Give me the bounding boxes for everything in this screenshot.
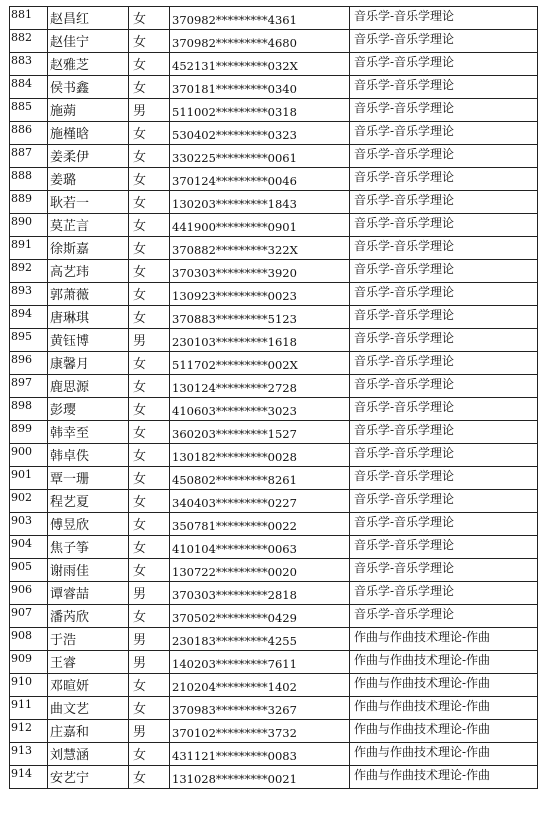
id-number-cell: 130203*********1843	[170, 191, 350, 214]
table-row	[10, 490, 538, 513]
major-cell: 音乐学-音乐学理论	[350, 513, 538, 536]
name-cell: 赵昌红	[48, 7, 129, 30]
major-cell: 作曲与作曲技术理论-作曲	[350, 697, 538, 720]
table-row	[10, 306, 538, 329]
gender-cell: 男	[129, 582, 170, 605]
gender-cell: 男	[129, 329, 170, 352]
major-cell: 音乐学-音乐学理论	[350, 398, 538, 421]
id-number-cell: 210204*********1402	[170, 674, 350, 697]
table-row	[10, 7, 538, 30]
major-cell: 音乐学-音乐学理论	[350, 30, 538, 53]
id-number-cell: 370303*********3920	[170, 260, 350, 283]
row-number-cell: 904	[10, 536, 48, 559]
row-number-cell: 907	[10, 605, 48, 628]
table-row	[10, 697, 538, 720]
major-cell: 音乐学-音乐学理论	[350, 237, 538, 260]
id-number-cell: 511002*********0318	[170, 99, 350, 122]
id-number-cell: 130722*********0020	[170, 559, 350, 582]
table-row	[10, 467, 538, 490]
name-cell: 施蒴	[48, 99, 129, 122]
table-row	[10, 214, 538, 237]
gender-cell: 男	[129, 651, 170, 674]
gender-cell: 男	[129, 720, 170, 743]
major-cell: 音乐学-音乐学理论	[350, 329, 538, 352]
table-row	[10, 375, 538, 398]
row-number-cell: 883	[10, 53, 48, 76]
table-row	[10, 766, 538, 789]
table-row	[10, 352, 538, 375]
id-number-cell: 370982*********4361	[170, 7, 350, 30]
table-row	[10, 76, 538, 99]
row-number-cell: 888	[10, 168, 48, 191]
gender-cell: 女	[129, 490, 170, 513]
major-cell: 音乐学-音乐学理论	[350, 375, 538, 398]
gender-cell: 女	[129, 76, 170, 99]
name-cell: 赵佳宁	[48, 30, 129, 53]
row-number-cell: 893	[10, 283, 48, 306]
id-number-cell: 370102*********3732	[170, 720, 350, 743]
major-cell: 音乐学-音乐学理论	[350, 559, 538, 582]
id-number-cell: 410603*********3023	[170, 398, 350, 421]
table-row	[10, 421, 538, 444]
row-number-cell: 889	[10, 191, 48, 214]
table-row	[10, 444, 538, 467]
major-cell: 作曲与作曲技术理论-作曲	[350, 766, 538, 789]
major-cell: 音乐学-音乐学理论	[350, 283, 538, 306]
table-row	[10, 329, 538, 352]
row-number-cell: 884	[10, 76, 48, 99]
row-number-cell: 896	[10, 352, 48, 375]
major-cell: 音乐学-音乐学理论	[350, 53, 538, 76]
name-cell: 邓暄妍	[48, 674, 129, 697]
gender-cell: 女	[129, 375, 170, 398]
major-cell: 音乐学-音乐学理论	[350, 76, 538, 99]
row-number-cell: 899	[10, 421, 48, 444]
row-number-cell: 908	[10, 628, 48, 651]
table-row	[10, 559, 538, 582]
name-cell: 郭萧薇	[48, 283, 129, 306]
row-number-cell: 909	[10, 651, 48, 674]
row-number-cell: 905	[10, 559, 48, 582]
id-number-cell: 131028*********0021	[170, 766, 350, 789]
id-number-cell: 431121*********0083	[170, 743, 350, 766]
gender-cell: 女	[129, 766, 170, 789]
row-number-cell: 910	[10, 674, 48, 697]
gender-cell: 女	[129, 421, 170, 444]
name-cell: 程艺夏	[48, 490, 129, 513]
name-cell: 庄嘉和	[48, 720, 129, 743]
gender-cell: 男	[129, 628, 170, 651]
major-cell: 音乐学-音乐学理论	[350, 605, 538, 628]
table-row	[10, 398, 538, 421]
gender-cell: 女	[129, 697, 170, 720]
name-cell: 潘芮欣	[48, 605, 129, 628]
major-cell: 音乐学-音乐学理论	[350, 444, 538, 467]
row-number-cell: 897	[10, 375, 48, 398]
row-number-cell: 900	[10, 444, 48, 467]
table-row	[10, 674, 538, 697]
table-row	[10, 720, 538, 743]
id-number-cell: 370982*********4680	[170, 30, 350, 53]
table-row	[10, 743, 538, 766]
row-number-cell: 903	[10, 513, 48, 536]
major-cell: 音乐学-音乐学理论	[350, 168, 538, 191]
name-cell: 唐琳琪	[48, 306, 129, 329]
name-cell: 康馨月	[48, 352, 129, 375]
row-number-cell: 901	[10, 467, 48, 490]
gender-cell: 女	[129, 214, 170, 237]
name-cell: 覃一珊	[48, 467, 129, 490]
name-cell: 韩幸至	[48, 421, 129, 444]
gender-cell: 女	[129, 283, 170, 306]
row-number-cell: 895	[10, 329, 48, 352]
name-cell: 姜璐	[48, 168, 129, 191]
gender-cell: 女	[129, 467, 170, 490]
gender-cell: 女	[129, 398, 170, 421]
row-number-cell: 894	[10, 306, 48, 329]
name-cell: 韩卓佚	[48, 444, 129, 467]
id-number-cell: 140203*********7611	[170, 651, 350, 674]
name-cell: 王睿	[48, 651, 129, 674]
id-number-cell: 130923*********0023	[170, 283, 350, 306]
gender-cell: 女	[129, 674, 170, 697]
gender-cell: 女	[129, 605, 170, 628]
row-number-cell: 892	[10, 260, 48, 283]
major-cell: 作曲与作曲技术理论-作曲	[350, 720, 538, 743]
name-cell: 黄钰博	[48, 329, 129, 352]
id-number-cell: 370502*********0429	[170, 605, 350, 628]
id-number-cell: 370124*********0046	[170, 168, 350, 191]
gender-cell: 女	[129, 145, 170, 168]
id-number-cell: 340403*********0227	[170, 490, 350, 513]
table-row	[10, 628, 538, 651]
gender-cell: 女	[129, 7, 170, 30]
table-row	[10, 145, 538, 168]
major-cell: 音乐学-音乐学理论	[350, 467, 538, 490]
major-cell: 音乐学-音乐学理论	[350, 421, 538, 444]
name-cell: 刘慧涵	[48, 743, 129, 766]
major-cell: 作曲与作曲技术理论-作曲	[350, 743, 538, 766]
gender-cell: 女	[129, 559, 170, 582]
gender-cell: 女	[129, 352, 170, 375]
major-cell: 音乐学-音乐学理论	[350, 99, 538, 122]
id-number-cell: 230103*********1618	[170, 329, 350, 352]
gender-cell: 女	[129, 168, 170, 191]
table-row	[10, 605, 538, 628]
row-number-cell: 881	[10, 7, 48, 30]
major-cell: 音乐学-音乐学理论	[350, 214, 538, 237]
id-number-cell: 450802*********8261	[170, 467, 350, 490]
id-number-cell: 452131*********032X	[170, 53, 350, 76]
row-number-cell: 898	[10, 398, 48, 421]
major-cell: 音乐学-音乐学理论	[350, 536, 538, 559]
table-row	[10, 191, 538, 214]
name-cell: 姜柔伊	[48, 145, 129, 168]
name-cell: 徐斯嘉	[48, 237, 129, 260]
id-number-cell: 360203*********1527	[170, 421, 350, 444]
table-row	[10, 536, 538, 559]
table-row	[10, 651, 538, 674]
name-cell: 于浩	[48, 628, 129, 651]
major-cell: 音乐学-音乐学理论	[350, 145, 538, 168]
name-cell: 安艺宁	[48, 766, 129, 789]
row-number-cell: 906	[10, 582, 48, 605]
major-cell: 音乐学-音乐学理论	[350, 582, 538, 605]
id-number-cell: 370303*********2818	[170, 582, 350, 605]
name-cell: 傅昱欣	[48, 513, 129, 536]
gender-cell: 女	[129, 536, 170, 559]
gender-cell: 女	[129, 30, 170, 53]
major-cell: 音乐学-音乐学理论	[350, 352, 538, 375]
name-cell: 莫芷言	[48, 214, 129, 237]
name-cell: 赵雅芝	[48, 53, 129, 76]
table-row	[10, 513, 538, 536]
id-number-cell: 350781*********0022	[170, 513, 350, 536]
admission-list-table	[9, 6, 538, 789]
id-number-cell: 410104*********0063	[170, 536, 350, 559]
table-row	[10, 99, 538, 122]
gender-cell: 女	[129, 306, 170, 329]
major-cell: 音乐学-音乐学理论	[350, 260, 538, 283]
major-cell: 作曲与作曲技术理论-作曲	[350, 651, 538, 674]
table-row	[10, 30, 538, 53]
gender-cell: 女	[129, 191, 170, 214]
id-number-cell: 441900*********0901	[170, 214, 350, 237]
id-number-cell: 530402*********0323	[170, 122, 350, 145]
row-number-cell: 882	[10, 30, 48, 53]
major-cell: 作曲与作曲技术理论-作曲	[350, 628, 538, 651]
row-number-cell: 890	[10, 214, 48, 237]
row-number-cell: 885	[10, 99, 48, 122]
name-cell: 谢雨佳	[48, 559, 129, 582]
id-number-cell: 130182*********0028	[170, 444, 350, 467]
name-cell: 侯书鑫	[48, 76, 129, 99]
major-cell: 音乐学-音乐学理论	[350, 7, 538, 30]
id-number-cell: 370882*********322X	[170, 237, 350, 260]
row-number-cell: 911	[10, 697, 48, 720]
name-cell: 鹿思源	[48, 375, 129, 398]
row-number-cell: 886	[10, 122, 48, 145]
id-number-cell: 370883*********5123	[170, 306, 350, 329]
row-number-cell: 887	[10, 145, 48, 168]
table-row	[10, 582, 538, 605]
name-cell: 高艺玮	[48, 260, 129, 283]
table-row	[10, 237, 538, 260]
gender-cell: 女	[129, 237, 170, 260]
major-cell: 音乐学-音乐学理论	[350, 122, 538, 145]
major-cell: 音乐学-音乐学理论	[350, 191, 538, 214]
id-number-cell: 370983*********3267	[170, 697, 350, 720]
gender-cell: 女	[129, 260, 170, 283]
gender-cell: 女	[129, 513, 170, 536]
id-number-cell: 230183*********4255	[170, 628, 350, 651]
row-number-cell: 912	[10, 720, 48, 743]
major-cell: 作曲与作曲技术理论-作曲	[350, 674, 538, 697]
table-row	[10, 283, 538, 306]
table-row	[10, 53, 538, 76]
id-number-cell: 130124*********2728	[170, 375, 350, 398]
table-row	[10, 168, 538, 191]
major-cell: 音乐学-音乐学理论	[350, 306, 538, 329]
row-number-cell: 902	[10, 490, 48, 513]
name-cell: 曲文艺	[48, 697, 129, 720]
row-number-cell: 914	[10, 766, 48, 789]
gender-cell: 男	[129, 99, 170, 122]
gender-cell: 女	[129, 743, 170, 766]
table-row	[10, 122, 538, 145]
name-cell: 施槿晗	[48, 122, 129, 145]
name-cell: 耿若一	[48, 191, 129, 214]
major-cell: 音乐学-音乐学理论	[350, 490, 538, 513]
row-number-cell: 891	[10, 237, 48, 260]
id-number-cell: 330225*********0061	[170, 145, 350, 168]
gender-cell: 女	[129, 53, 170, 76]
table-body	[10, 7, 538, 789]
name-cell: 彭璎	[48, 398, 129, 421]
name-cell: 焦子筝	[48, 536, 129, 559]
row-number-cell: 913	[10, 743, 48, 766]
gender-cell: 女	[129, 122, 170, 145]
id-number-cell: 511702*********002X	[170, 352, 350, 375]
id-number-cell: 370181*********0340	[170, 76, 350, 99]
name-cell: 谭睿喆	[48, 582, 129, 605]
gender-cell: 女	[129, 444, 170, 467]
table-row	[10, 260, 538, 283]
